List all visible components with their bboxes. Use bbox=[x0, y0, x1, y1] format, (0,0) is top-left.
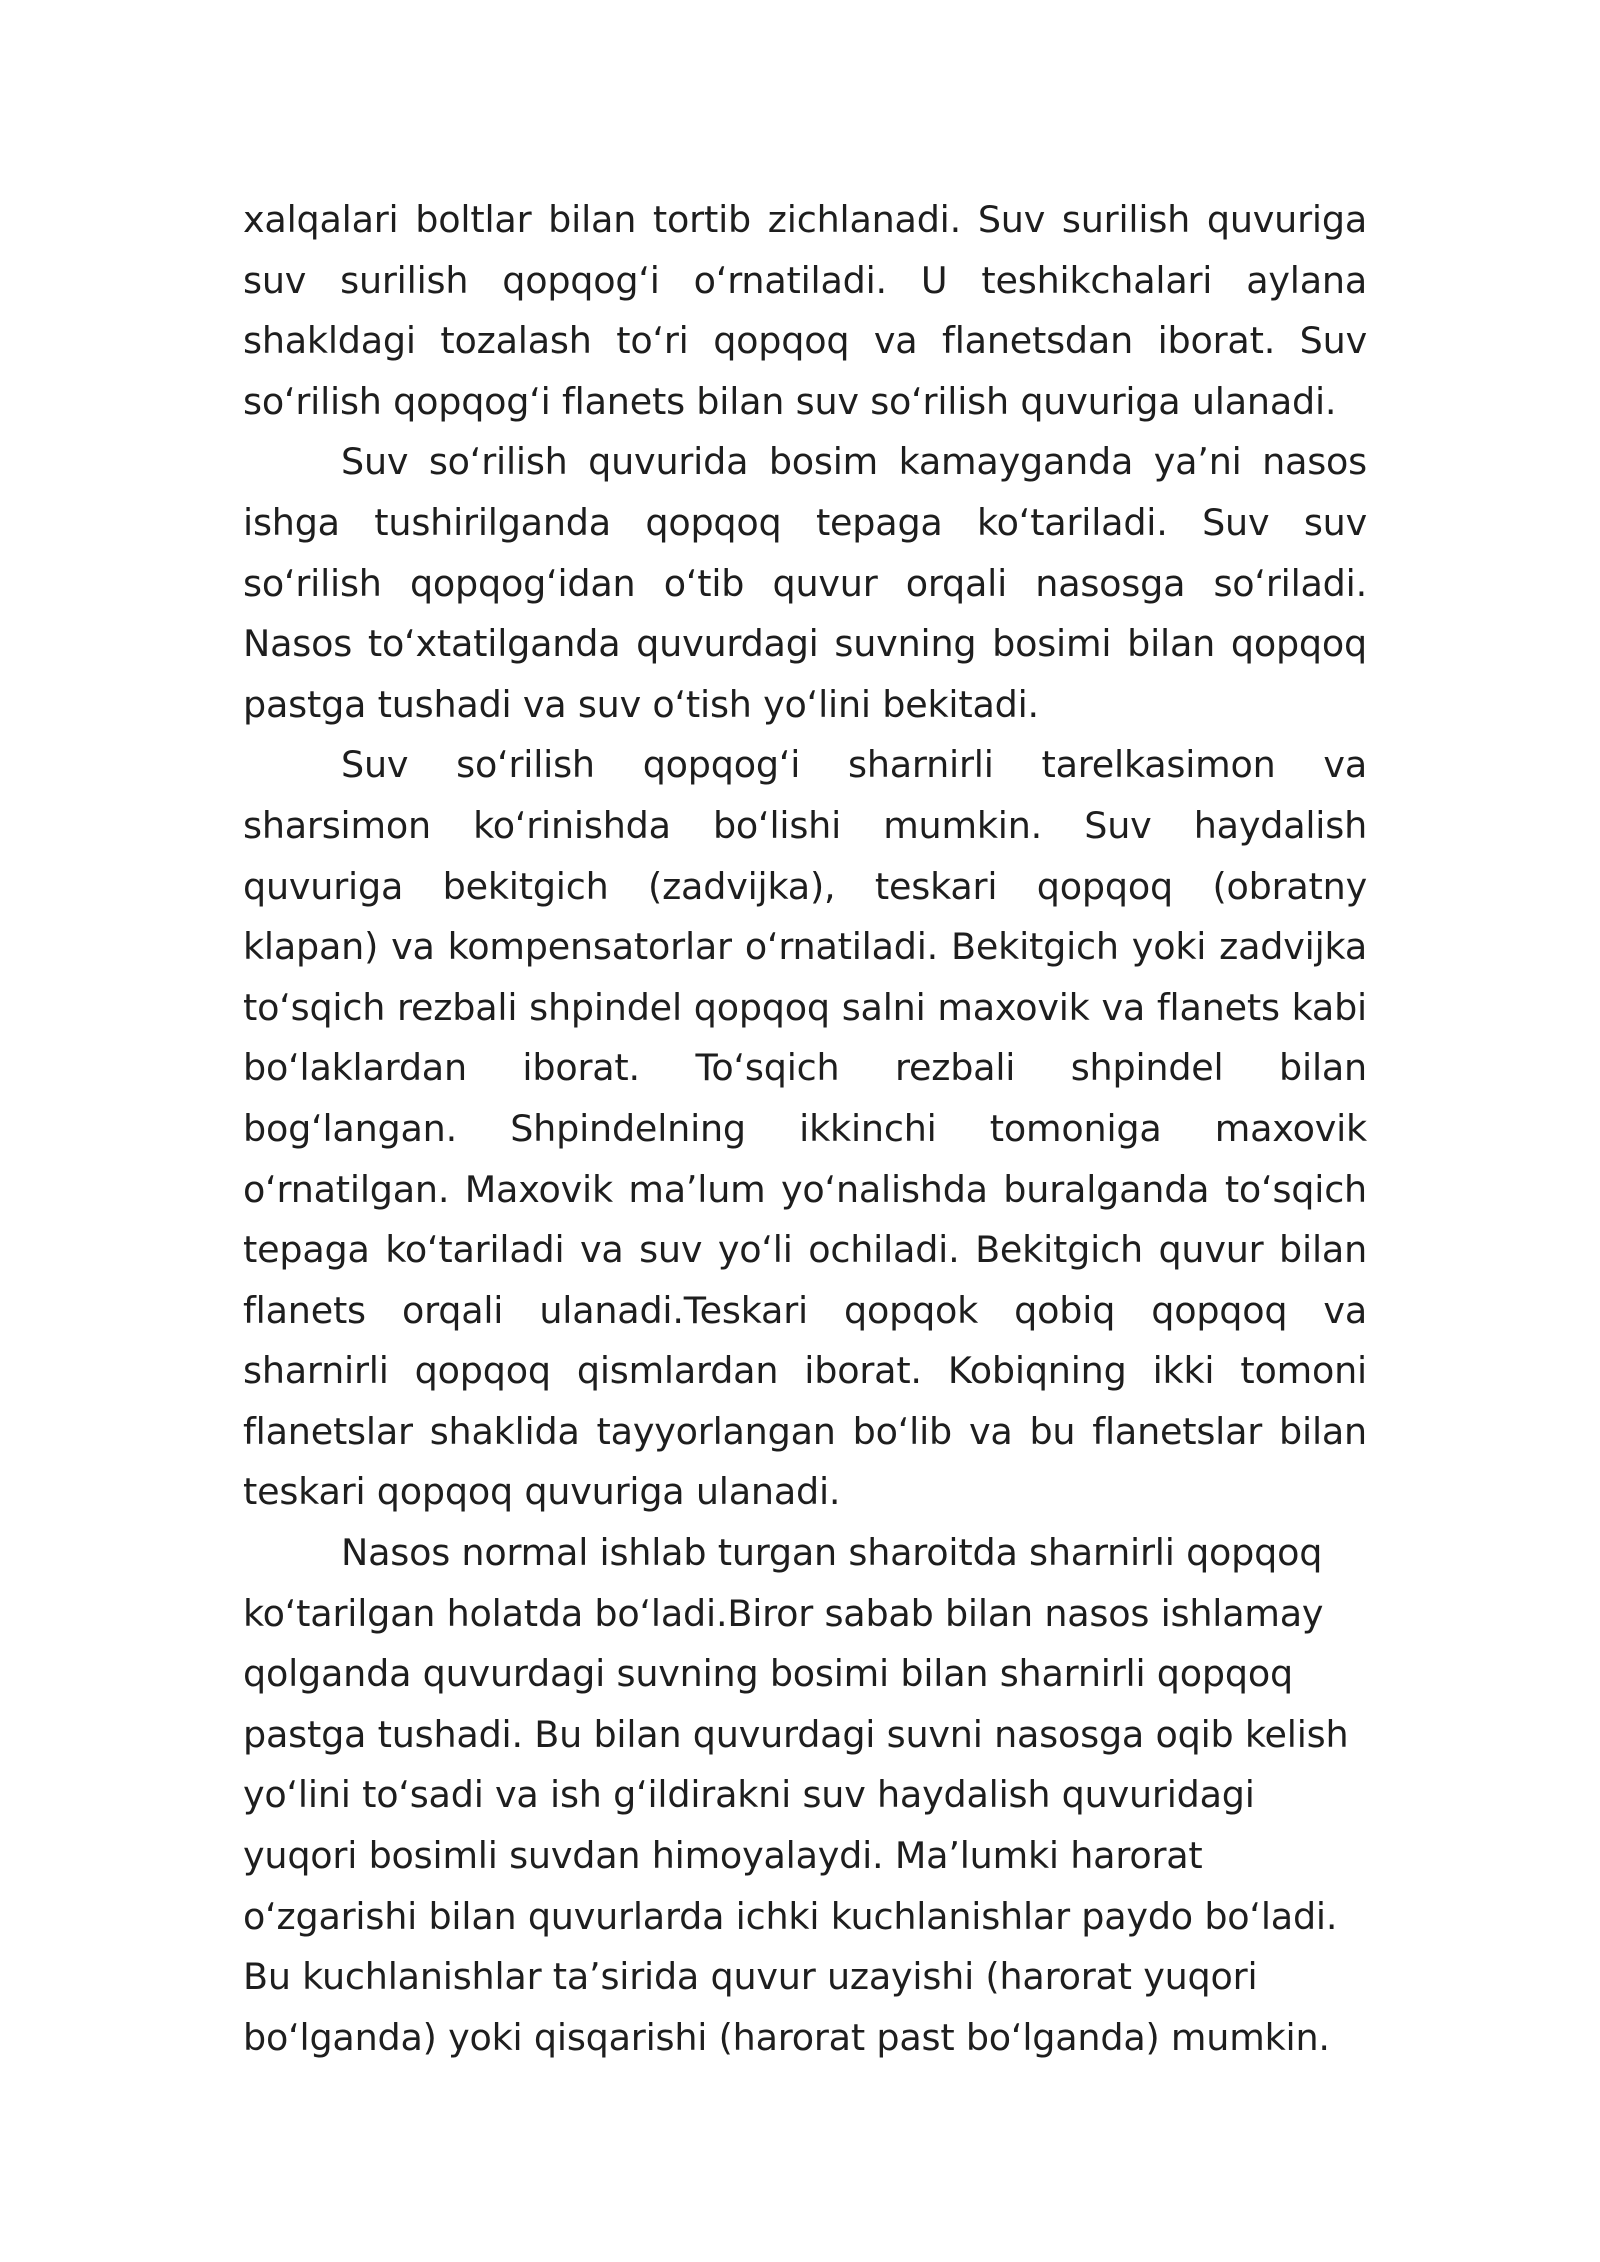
paragraph-2: Suv soʻrilish quvurida bosim kamayganda yaʼni nasos ishga tushirilganda qopqoq tepaga koʻtariladi. Suv suv soʻrilish qopqogʻidan oʻtib quvur orqali nasosga soʻriladi. Nasos toʻxtatilganda quvurdagi suvning bosimi bilan qopqoq pastga tushadi va suv oʻtish yoʻlini bekitadi. bbox=[243, 440, 1367, 726]
body-text bbox=[243, 190, 1367, 2068]
paragraph-1: xalqalari boltlar bilan tortib zichlanadi. Suv surilish quvuriga suv surilish qopqogʻi oʻrnatiladi. U teshikchalari aylana shakldagi tozalash toʻri qopqoq va flanetsdan iborat. Suv soʻrilish qopqogʻi flanets bilan suv soʻrilish quvuriga ulanadi. bbox=[243, 198, 1367, 423]
paragraph-4: Nasos normal ishlab turgan sharoitda sharnirli qopqoq koʻtarilgan holatda boʻladi.Biror sabab bilan nasos ishlamay qolganda quvurdagi suvning bosimi bilan sharnirli qopqoq pastga tushadi. Bu bilan quvurdagi suvni nasosga oqib kelish yoʻlini toʻsadi va ish gʻildirakni suv haydalish quvuridagi yuqori bosimli suvdan himoyalaydi. Maʼlumki harorat oʻzgarishi bilan quvurlarda ichki kuchlanishlar paydo boʻladi. Bu kuchlanishlar taʼsirida quvur uzayishi (harorat yuqori boʻlganda) yoki qisqarishi (harorat past boʻlganda) mumkin. bbox=[243, 1531, 1349, 2059]
paragraph-3: Suv soʻrilish qopqogʻi sharnirli tarelkasimon va sharsimon koʻrinishda boʻlishi mumkin. Suv haydalish quvuriga bekitgich (zadvijka), teskari qopqoq (obratny klapan) va kompensatorlar oʻrnatiladi. Bekitgich yoki zadvijka toʻsqich rezbali shpindel qopqoq salni maxovik va flanets kabi boʻlaklardan iborat. Toʻsqich rezbali shpindel bilan bogʻlangan. Shpindelning ikkinchi tomoniga maxovik oʻrnatilgan. Maxovik maʼlum yoʻnalishda buralganda toʻsqich tepaga koʻtariladi va suv yoʻli ochiladi. Bekitgich quvur bilan flanets orqali ulanadi.Teskari qopqok qobiq qopqoq va sharnirli qopqoq qismlardan iborat. Kobiqning ikki tomoni flanetslar shaklida tayyorlangan boʻlib va bu flanetslar bilan teskari qopqoq quvuriga ulanadi. bbox=[243, 743, 1367, 1514]
